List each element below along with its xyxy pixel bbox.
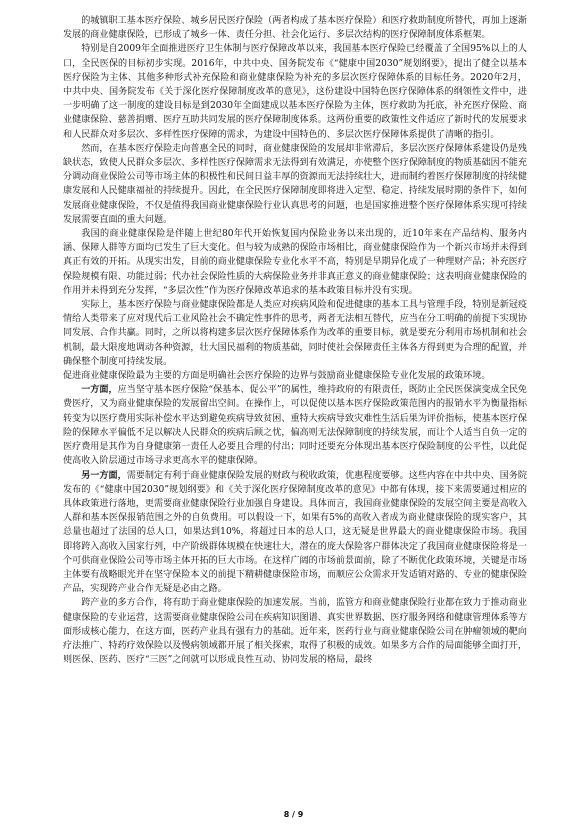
paragraph-5: 实际上，基本医疗保险与商业健康保险都是人类应对疾病风险和促进健康的基本工具与管理手段，特别是新冠疫情给人类带来了应对现代后工业风险社会不确定性事件的思考，两者无法相互替代，应当在分工明确的前提下实现协同发展、合作共赢。同时，之所以将构建多层次医疗保障体系作为改革的重要目标，就是要充分利用市场机制和社会机制，最大限度地调动各种资源，壮大国民福利的物质基础，同时使社会保障责任主体各方得到更为合理的配置，并确保整个制度可持续发展。 (63, 300, 527, 367)
paragraph-3: 然而，在基本医疗保险走向普惠全民的同时，商业健康保险的发展却非常滞后，多层次医疗保障体系建设仍是残缺状态，致使人民群众多层次、多样性医疗保障需求无法得到有效满足，亦使整个医疗保障制度的物质基础因不能充分调动商业保险公司等市场主体的积极性和民间日益丰厚的资源而无法持续壮大，进而制约着医疗保障制度的持续健康发展和人民健康福祉的持续提升。因此，在全民医疗保障制度即将进入定型、稳定、持续发展时期的条件下，如何发展商业健康保险，不仅是值得我国商业健康保险行业认真思考的问题，也是国家推进整个医疗保障体系实现可持续发展需要直面的重大问题。 (63, 143, 527, 225)
paragraph-4: 我国的商业健康保险是伴随上世纪80年代开始恢复国内保险业务以来出现的，近10年来在产品结构、服务内涵、保障人群等方面均已发生了巨大变化。但与较为成熟的保险市场相比，商业健康保险作为一个新兴市场并未得到真正有效的开拓。从现实出发，目前的商业健康保险专业化水平不高，特别是早期异化成了一种理财产品；补充医疗保险规模有限、功能过弱；代办社会保险性质的大病保险业务并非真正意义的商业健康保险；这表明商业健康保险的作用并未得到充分发挥，“多层次性”作为医疗保障改革追求的基本政策目标并没有实现。 (63, 229, 527, 296)
paragraph-6: 促进商业健康保险最为主要的方面是明确社会医疗保险的边界与鼓励商业健康保险专业化发展的政策环境。 (63, 371, 491, 382)
paragraph-7-body: 应当坚守基本医疗保险“保基本、促公平”的属性，维持政府的有限责任，既防止全民医保演变成全民免费医疗，又为商业健康保险的发展留出空间。在操作上，可以促使以基本医疗保险政策范围内的报销水平为衡量指标转变为以医疗费用实际补偿水平达到避免疾病导致贫困、重特大疾病导致灾难性生活后果为评价指标，使基本医疗保险的保障水平偏低不足以解决人民群众的疾病后顾之忧，偏高则无法保障制度的持续发展，而让个人适当自负一定的医疗费用是其作为自身健康第一责任人必要且合理的付出；同时还要充分体现出基本医疗保险制度的公平性，以此促使高收入阶层通过市场寻求更高水平的健康保障。 (63, 385, 528, 467)
paragraph-8-lead: 另一方面， (81, 469, 127, 481)
paragraph-9: 跨产业的多方合作，将有助于商业健康保险的加速发展。当前，监管方和商业健康保险行业都在致力于推动商业健康保险的专业运营，这需要商业健康保险公司在疾病知识图谱、真实世界数据、医疗服务网络和健康管理体系等方面形成核心能力，在这方面，医药产业具有强有力的基础。近年来，医药行业与商业健康保险公司在肿瘤领域的靶向疗法推广、特药疗效保险以及慢病领域都开展了相关探索，取得了积极的成效。如果多方合作的局面能够全面打开，则医保、医药、医疗“三医”之间就可以形成良性互动、协同发展的格局，最终 (63, 598, 527, 666)
paragraph-7-lead: 一方面， (81, 384, 118, 396)
page-number: 8 / 9 (283, 810, 304, 819)
paragraph-7 (63, 383, 527, 468)
paragraph-2: 特别是自2009年全面推进医疗卫生体制与医疗保障改革以来，我国基本医疗保险已经覆盖了全国95%以上的人口，全民医保的目标初步实现。2016年，中共中央、国务院发布《“健康中国2030”规划纲要》，提出了健全以基本医疗保险为主体、其他多种形式补充保险和商业健康保险为补充的多层次医疗保障体系的目标任务。2020年2月，中共中央、国务院发布《关于深化医疗保障制度改革的意见》，这份建设中国特色医疗保障体系的纲领性文件中，进一步明确了这一制度的建设目标是到2030年全面建成以基本医疗保险为主体，医疗救助为托底，补充医疗保险、商业健康保险、慈善捐赠、医疗互助共同发展的医疗保障制度体系。这两份重要的政策性文件适应了新时代的发展要求和人民群众对多层次、多样性医疗保障的需求，为建设中国特色的、多层次医疗保障体系提供了清晰的指引。 (63, 44, 527, 140)
paragraph-1: 的城镇职工基本医疗保险、城乡居民医疗保险（两者构成了基本医疗保险）和医疗救助制度所替代，再加上逐渐发展的商业健康保险，已形成了城乡一体、责任分担、社会化运行、多层次结构的医疗保障制度体系框架。 (63, 16, 527, 41)
paragraph-8-body: 需要制定有利于商业健康保险发展的财政与税收政策，优惠程度要够。这些内容在中共中央、国务院发布的《“健康中国2030”规划纲要》和《关于深化医疗保障制度改革的意见》中都有体现，接下来需要通过相应的具体政策进行落地，更需要商业健康保险行业加强自身建设。具体而言，我国商业健康保险的发展空间主要是高收入人群和基本医保报销范围之外的自负费用。可以假设一下，如果有5%的高收入者成为商业健康保险的现实客户，其总量也超过了法国的总人口，如果达到10%，将超过日本的总人口，这无疑是世界最大的商业健康保险市场。我国即将跨入高收入国家行列，中产阶级群体规模在快速壮大，潜在的庞大保险客户群体决定了我国商业健康保险将是一个可供商业保险公司等市场主体开拓的巨大市场。在这样广阔的市场前景面前，除了不断优化政策环境，关键是市场主体要有战略眼光并在坚守保险本义的前提下精耕健康保险市场，而顺应公众需求开发适销对路的、专业的健康保险产品，实现跨产业合作无疑是必由之路。 (63, 470, 527, 595)
document-body (63, 14, 527, 667)
paragraph-8 (63, 469, 527, 597)
